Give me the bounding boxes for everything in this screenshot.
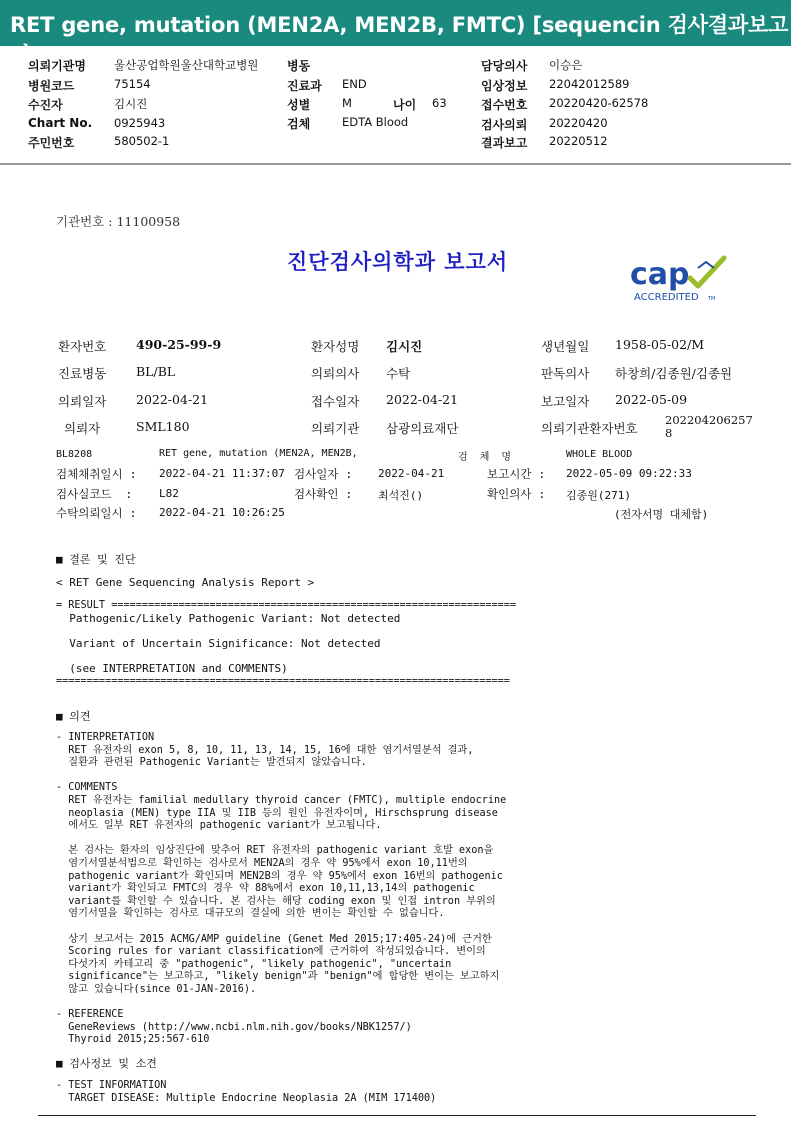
patient-label-report-date: 보고일자 bbox=[541, 394, 590, 409]
opinion-line: 염기서열을 확인하는 검사로 대규모의 결실에 의한 변이는 확인할 수 없습니다. bbox=[56, 908, 445, 920]
patient-label-requesting-institution: 의뢰기관 bbox=[311, 421, 360, 436]
header-label-age: 나이 bbox=[393, 98, 417, 112]
opinion-line: neoplasia (MEN) type IIA 및 IIB 등의 원인 유전자이며, Hirschsprung disease bbox=[56, 807, 498, 819]
header-value-department: END bbox=[342, 77, 367, 91]
header-label-physician: 담당의사 bbox=[481, 59, 528, 73]
patient-value-requesting-physician: 수탁 bbox=[386, 366, 411, 381]
header-label-patient: 수진자 bbox=[28, 98, 63, 112]
result-line: = RESULT ================================================================== bbox=[56, 600, 517, 611]
test-confirm-label: 검사확인 : bbox=[294, 487, 353, 501]
patient-value-reading-physician: 하창희/김종원/김종원 bbox=[615, 366, 733, 381]
opinion-line: RET 유전자는 familial medullary thyroid cancer (FMTC), multiple endocrine bbox=[56, 794, 507, 806]
title-bar-text: RET gene, mutation (MEN2A, MEN2B, FMTC) [sequencin 검사결과보고서 bbox=[10, 13, 789, 67]
specimen-value: WHOLE BLOOD bbox=[566, 449, 633, 460]
footer-divider bbox=[38, 1115, 756, 1116]
section-conclusion-heading: ■ 결론 및 진단 bbox=[56, 553, 136, 566]
header-value-physician: 이승은 bbox=[549, 58, 583, 72]
e-signature-note: (전자서명 대체함) bbox=[614, 508, 709, 521]
header-label-ward: 병동 bbox=[287, 59, 311, 73]
header-value-sex: M bbox=[342, 96, 352, 110]
cap-logo-main-text: cap bbox=[630, 257, 690, 292]
patient-value-birthdate: 1958-05-02/M bbox=[615, 337, 705, 352]
header-value-test-request: 20220420 bbox=[549, 116, 608, 130]
collection-datetime-value: 2022-04-21 11:37:07 bbox=[159, 467, 285, 480]
patient-label-birthdate: 생년월일 bbox=[541, 339, 590, 354]
analysis-report-title: < RET Gene Sequencing Analysis Report > bbox=[56, 576, 315, 589]
patient-label-request-date: 의뢰일자 bbox=[58, 394, 107, 409]
cap-logo-sub-text: ACCREDITED bbox=[634, 292, 699, 303]
opinion-line: 상기 보고서는 2015 ACMG/AMP guideline (Genet Med 2015;17:405-24)에 근거한 bbox=[56, 933, 492, 945]
header-label-result-report: 결과보고 bbox=[481, 136, 528, 150]
result-line bbox=[56, 625, 516, 638]
opinion-line: variant가 확인되고 FMTC의 경우 약 88%에서 exon 10,11,13,14의 pathogenic bbox=[56, 883, 475, 895]
patient-label-ward: 진료병동 bbox=[58, 366, 107, 381]
specimen-label: 검 체 명 bbox=[458, 452, 512, 463]
confirm-physician-label: 확인의사 : bbox=[487, 487, 546, 501]
patient-label-name: 환자성명 bbox=[311, 339, 360, 354]
opinion-line: pathogenic variant가 확인되며 MEN2B의 경우 약 95%에서 exon 16번의 pathogenic bbox=[56, 870, 503, 882]
report-title: 진단검사의학과 보고서 bbox=[287, 250, 509, 274]
header-label-clinical-info: 임상정보 bbox=[481, 79, 528, 93]
testinfo-line: TARGET DISEASE: Multiple Endocrine Neoplasia 2A (MIM 171400) bbox=[56, 1092, 437, 1104]
section-testinfo-heading: ■ 검사정보 및 소견 bbox=[56, 1057, 157, 1070]
header-label-receipt-no: 접수번호 bbox=[481, 98, 528, 112]
opinion-line: RET 유전자의 exon 5, 8, 10, 11, 13, 14, 15, 16에 대한 염기서열분석 결과, bbox=[56, 744, 474, 756]
header-value-patient: 김시진 bbox=[114, 97, 148, 111]
patient-value-institution-patient-no: 202204206257 bbox=[665, 413, 753, 427]
header-value-receipt-no: 20220420-62578 bbox=[549, 96, 649, 110]
header-label-test-request: 검사의뢰 bbox=[481, 118, 528, 132]
report-time-label: 보고시간 : bbox=[487, 467, 546, 481]
header-label-sex: 성별 bbox=[287, 98, 311, 112]
opinion-line bbox=[56, 770, 506, 783]
patient-value-requesting-institution: 삼광의료재단 bbox=[386, 421, 459, 436]
header-label-chart-no: Chart No. bbox=[28, 116, 93, 130]
opinion-line: 본 검사는 환자의 임상진단에 맞추어 RET 유전자의 pathogenic variant 호발 exon을 bbox=[56, 845, 494, 857]
patient-value-name: 김시진 bbox=[386, 339, 423, 354]
result-line: ========================================================================== bbox=[56, 675, 510, 687]
cap-logo-graphic bbox=[628, 254, 738, 306]
header-value-age: 63 bbox=[432, 96, 447, 110]
test-date-label: 검사일자 : bbox=[294, 467, 353, 481]
test-code: BL8208 bbox=[56, 449, 93, 460]
patient-value-requester: SML180 bbox=[136, 419, 190, 434]
patient-label-institution-patient-no: 의뢰기관환자번호 bbox=[541, 421, 638, 436]
opinion-line: 에서도 일부 RET 유전자의 pathogenic variant가 보고됩니다. bbox=[56, 820, 382, 832]
patient-value-number: 490-25-99-9 bbox=[136, 337, 222, 352]
opinion-line: 다섯가지 카테고리 중 "pathogenic", "likely pathogenic", "uncertain bbox=[56, 958, 452, 970]
opinion-line: 염기서열분석법으로 확인하는 검사로서 MEN2A의 경우 약 95%에서 exon 10,11번의 bbox=[56, 857, 468, 869]
header-value-result-report: 20220512 bbox=[549, 134, 608, 148]
test-name: RET gene, mutation (MEN2A, MEN2B, bbox=[159, 448, 358, 459]
test-date-value: 2022-04-21 bbox=[378, 467, 445, 480]
header-value-clinical-info: 22042012589 bbox=[549, 77, 630, 91]
header-divider bbox=[0, 163, 791, 165]
opinion-line: variant를 확인할 수 있습니다. 본 검사는 해당 coding exon 및 인접 intron 부위의 bbox=[56, 895, 496, 907]
patient-label-requesting-physician: 의뢰의사 bbox=[311, 366, 360, 381]
opinion-line: 질환과 관련된 Pathogenic Variant는 발견되지 않았습니다. bbox=[56, 757, 367, 769]
patient-label-requester: 의뢰자 bbox=[64, 421, 101, 436]
opinion-line bbox=[56, 833, 506, 846]
opinion-line: GeneReviews (http://www.ncbi.nlm.nih.gov/books/NBK1257/) bbox=[56, 1021, 412, 1033]
opinion-line bbox=[56, 996, 506, 1009]
patient-label-receipt-date: 접수일자 bbox=[311, 394, 360, 409]
collection-datetime-label: 검체채취일시 : bbox=[56, 467, 137, 481]
header-value-institution: 울산공업학원울산대학교병원 bbox=[114, 58, 259, 72]
header-label-specimen: 검체 bbox=[287, 117, 311, 131]
opinion-line: Scoring rules for variant classification에 근거하여 작성되었습니다. 변이의 bbox=[56, 946, 486, 958]
section-opinion-heading: ■ 의견 bbox=[56, 710, 91, 723]
header-label-institution: 의뢰기관명 bbox=[28, 59, 86, 73]
report-time-value: 2022-05-09 09:22:33 bbox=[566, 467, 692, 480]
testinfo-line: - TEST INFORMATION bbox=[56, 1080, 167, 1091]
lab-code-label: 검사실코드 : bbox=[56, 487, 133, 501]
opinion-line bbox=[56, 921, 506, 934]
testinfo-block bbox=[56, 1080, 436, 1105]
opinion-line: - COMMENTS bbox=[56, 782, 118, 794]
header-label-resident-no: 주민번호 bbox=[28, 136, 75, 150]
opinion-line: - INTERPRETATION bbox=[56, 732, 155, 743]
patient-value-ward: BL/BL bbox=[136, 364, 176, 379]
opinion-line: Thyroid 2015;25:567-610 bbox=[56, 1034, 210, 1046]
patient-value-receipt-date: 2022-04-21 bbox=[386, 392, 459, 407]
opinion-line: 않고 있습니다(since 01-JAN-2016). bbox=[56, 983, 257, 995]
result-block bbox=[56, 600, 516, 688]
patient-value-report-date: 2022-05-09 bbox=[615, 392, 688, 407]
opinion-line: - REFERENCE bbox=[56, 1009, 124, 1021]
result-line: Pathogenic/Likely Pathogenic Variant: Not detected bbox=[56, 611, 401, 625]
header-label-department: 진료과 bbox=[287, 79, 322, 93]
opinion-block bbox=[56, 732, 506, 1047]
patient-value-request-date: 2022-04-21 bbox=[136, 392, 209, 407]
header-value-resident-no: 580502-1 bbox=[114, 134, 170, 148]
result-line: Variant of Uncertain Significance: Not detected bbox=[56, 636, 381, 650]
result-line: (see INTERPRETATION and COMMENTS) bbox=[56, 661, 288, 675]
header-label-hospital-code: 병원코드 bbox=[28, 79, 75, 93]
test-confirm-value: 최석진() bbox=[378, 489, 424, 502]
opinion-line: significance"는 보고하고, "likely benign"과 "benign"에 합당한 변이는 보고하지 bbox=[56, 971, 500, 983]
patient-label-reading-physician: 판독의사 bbox=[541, 366, 590, 381]
header-value-chart-no: 0925943 bbox=[114, 116, 166, 130]
lab-code-value: L82 bbox=[159, 487, 179, 500]
patient-value-institution-patient-no-cont: 8 bbox=[665, 426, 673, 440]
cap-accredited-logo bbox=[628, 254, 738, 306]
consign-datetime-label: 수탁의뢰일시 : bbox=[56, 506, 137, 520]
cap-logo-tm: TM bbox=[708, 296, 716, 302]
header-value-hospital-code: 75154 bbox=[114, 77, 151, 91]
header-value-specimen: EDTA Blood bbox=[342, 115, 409, 129]
patient-label-number: 환자번호 bbox=[58, 339, 107, 354]
consign-datetime-value: 2022-04-21 10:26:25 bbox=[159, 506, 285, 519]
confirm-physician-value: 김종원(271) bbox=[566, 489, 631, 502]
institution-number: 기관번호 : 11100958 bbox=[56, 214, 181, 229]
roof-icon bbox=[698, 262, 714, 268]
